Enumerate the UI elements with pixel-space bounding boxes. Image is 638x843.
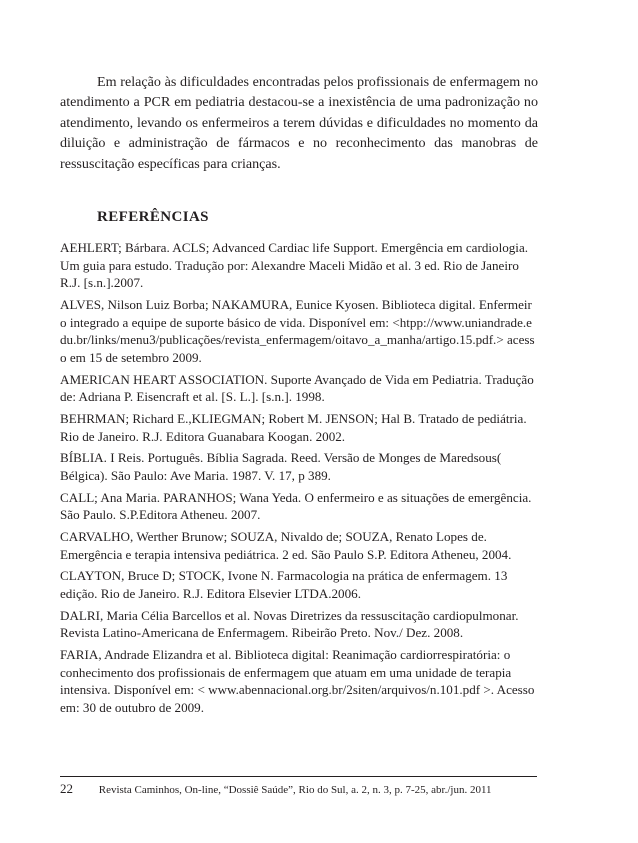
- reference-item: AEHLERT; Bárbara. ACLS; Advanced Cardiac life Support. Emergência em cardiologia. Um guia para estudo. Tradução por: Alexandre Maceli Midão et al. 3 ed. Rio de Janeiro R.J. [s.n.].2007.: [60, 240, 529, 291]
- reference-item: BEHRMAN; Richard E.,KLIEGMAN; Robert M. JENSON; Hal B. Tratado de pediátria. Rio de Janeiro. R.J. Editora Guanabara Koogan. 2002.: [60, 410, 527, 444]
- body-paragraph: Em relação às dificuldades encontradas pelos profissionais de enfermagem no atendimento a PCR em pediatria destacou-se a inexistência de uma padronização no atendimento, levando os enfermeiros a terem dúvidas e dificuldades no momento da diluição e administração de fármacos e no reconhecimento das manobras de ressuscitação específicas para crianças.: [60, 74, 538, 172]
- page-content: [60, 72, 538, 721]
- reference-item: BÍBLIA. I Reis. Português. Bíblia Sagrada. Reed. Versão de Monges de Maredsous( Bélgica). São Paulo: Ave Maria. 1987. V. 17, p 389.: [60, 450, 502, 483]
- page-footer: [60, 781, 538, 798]
- references-heading: REFERÊNCIAS: [97, 209, 209, 226]
- page-number: 22: [60, 781, 73, 796]
- reference-item: CALL; Ana Maria. PARANHOS; Wana Yeda. O enfermeiro e as situações de emergência. São Paulo. S.P.Editora Atheneu. 2007.: [60, 489, 532, 523]
- reference-item: FARIA, Andrade Elizandra et al. Biblioteca digital: Reanimação cardiorrespiratória: o conhecimento dos profissionais de enfermagem que atuam em uma unidade de terapia intensiva. Disponível em: < www.abennacional.org.br/2siten/arquivos/n.101.pdf >. Acesso em: 30 de outubro de 2009.: [60, 647, 535, 715]
- reference-item: CARVALHO, Werther Brunow; SOUZA, Nivaldo de; SOUZA, Renato Lopes de. Emergência e terapia intensiva pediátrica. 2 ed. São Paulo S.P. Editora Atheneu, 2004.: [60, 529, 512, 562]
- footer-divider: [60, 776, 537, 777]
- journal-citation: Revista Caminhos, On-line, “Dossiê Saúde”, Rio do Sul, a. 2, n. 3, p. 7-25, abr./jun. 2011: [98, 784, 492, 796]
- reference-item: ALVES, Nilson Luiz Borba; NAKAMURA, Eunice Kyosen. Biblioteca digital. Enfermeiro integrado a equipe de suporte básico de vida. Disponível em: <htpp://www.uniandrade.edu.br/links/menu3/publicações/revista_enfermagem/oitavo_a_manha/artigo.15.pdf.> acesso em 15 de setembro 2009.: [60, 297, 535, 365]
- reference-item: AMERICAN HEART ASSOCIATION. Suporte Avançado de Vida em Pediatria. Tradução de: Adriana P. Eisencraft et al. [S. L.]. [s.n.]. 1998.: [60, 371, 534, 405]
- reference-item: CLAYTON, Bruce D; STOCK, Ivone N. Farmacologia na prática de enfermagem. 13 edição. Rio de Janeiro. R.J. Editora Elsevier LTDA.2006.: [60, 568, 508, 602]
- references-list: [60, 239, 538, 717]
- reference-item: DALRI, Maria Célia Barcellos et al. Novas Diretrizes da ressuscitação cardiopulmonar. Revista Latino-Americana de Enfermagem. Ribeirão Preto. Nov./ Dez. 2008.: [60, 607, 519, 641]
